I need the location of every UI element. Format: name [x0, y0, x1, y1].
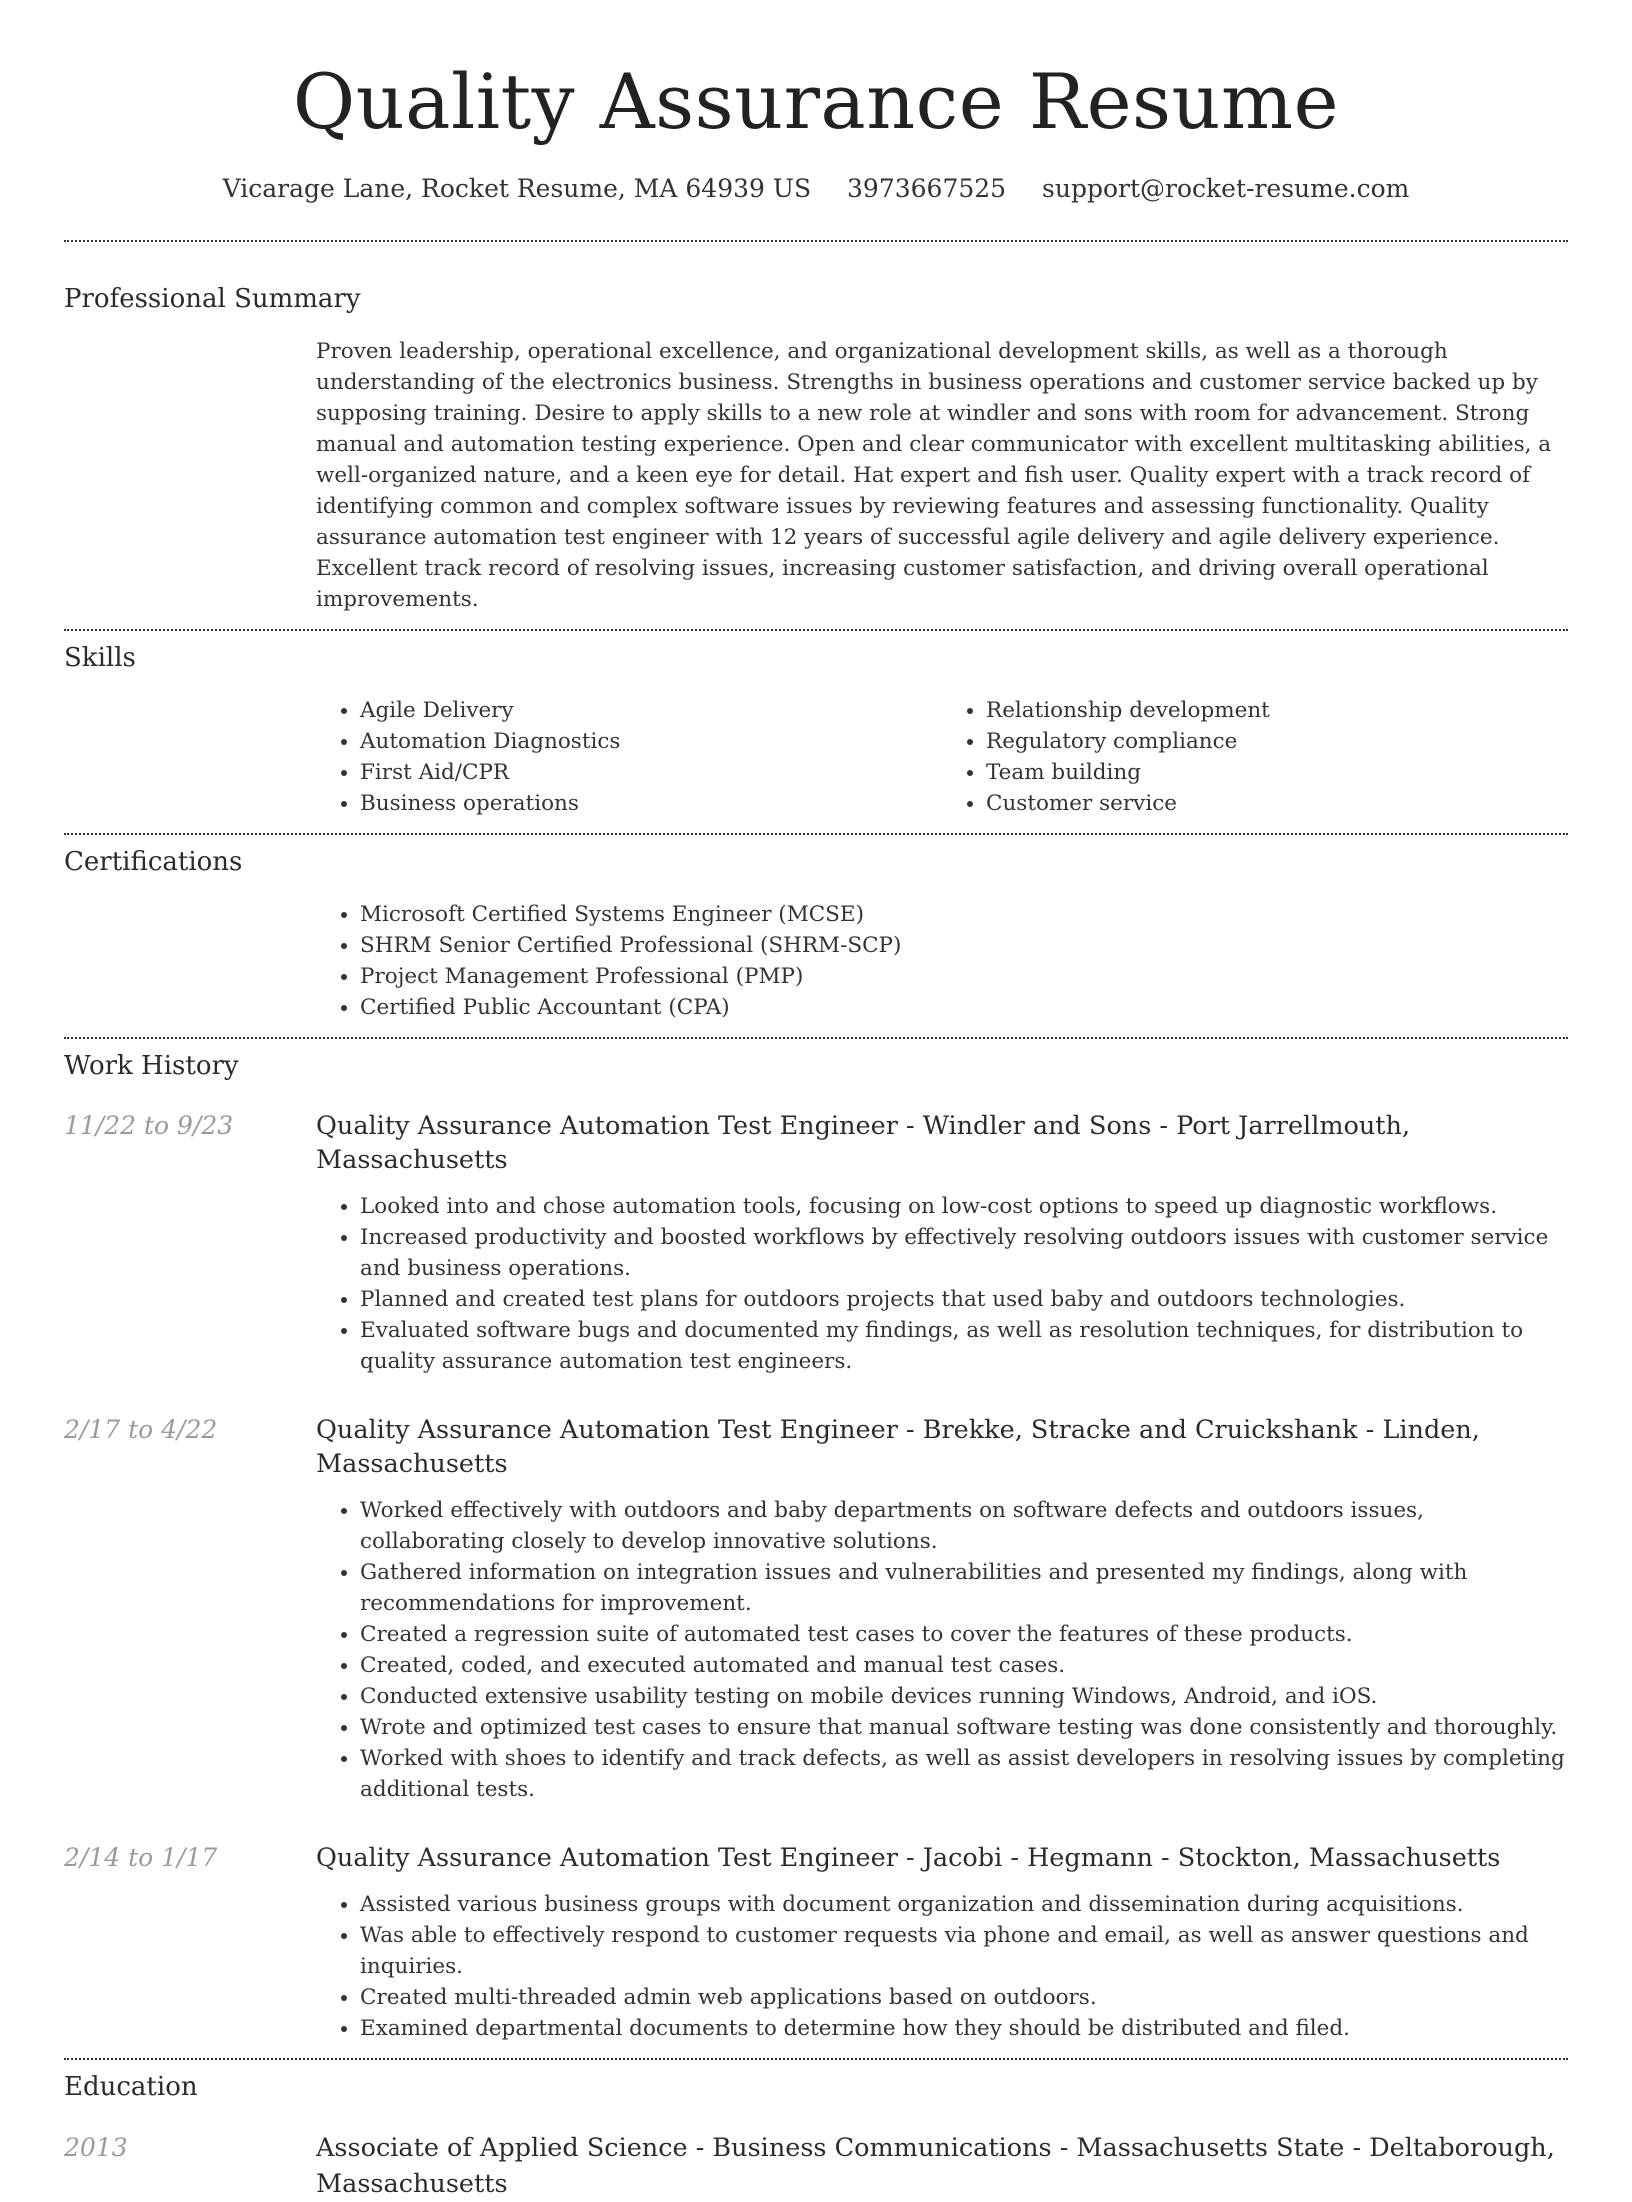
skill-item: • Automation Diagnostics: [360, 726, 942, 757]
skills-list-right: [942, 695, 1568, 819]
job-bullet: • Created a regression suite of automated test cases to cover the features of these products.: [360, 1619, 1568, 1650]
job-bullet: • Was able to effectively respond to customer requests via phone and email, as well as answer questions and inquiries.: [360, 1920, 1568, 1982]
skill-item: • Customer service: [986, 788, 1568, 819]
job-entry: [64, 1413, 1568, 1805]
contact-line: [64, 172, 1568, 206]
certification-item: • SHRM Senior Certified Professional (SHRM-SCP): [360, 930, 1568, 961]
job-bullets: [316, 1889, 1568, 2044]
job-bullet: • Increased productivity and boosted workflows by effectively resolving outdoors issues with customer service and business operations.: [360, 1222, 1568, 1284]
summary-text: Proven leadership, operational excellence, and organizational development skills, as well as a thorough understanding of the electronics business. Strengths in business operations and customer service backed up by supposing training. Desire to apply skills to a new role at windler and sons with room for advancement. Strong manual and automation testing experience. Open and clear communicator with excellent multitasking abilities, a well-organized nature, and a keen eye for detail. Hat expert and fish user. Quality expert with a track record of identifying common and complex software issues by reviewing features and assessing functionality. Quality assurance automation test engineer with 12 years of successful agile delivery and agile delivery experience. Excellent track record of resolving issues, increasing customer satisfaction, and driving overall operational improvements.: [316, 339, 1552, 612]
summary-heading: Professional Summary: [64, 284, 361, 314]
work-section: [64, 1039, 1568, 2044]
job-dates: 11/22 to 9/23: [64, 1111, 234, 1140]
job-bullet: • Examined departmental documents to determine how they should be distributed and filed.: [360, 2013, 1568, 2044]
certifications-heading: Certifications: [64, 847, 243, 877]
education-title: Associate of Applied Science - Business Communications - Massachusetts State - Deltaborough, Massachusetts: [316, 2133, 1555, 2199]
work-heading: Work History: [64, 1051, 239, 1081]
contact-phone: 3973667525: [847, 174, 1007, 203]
education-year: 2013: [64, 2133, 128, 2162]
job-bullet: • Assisted various business groups with document organization and dissemination during acquisitions.: [360, 1889, 1568, 1920]
skills-grid: [316, 695, 1568, 819]
job-bullet: • Created multi-threaded admin web applications based on outdoors.: [360, 1982, 1568, 2013]
skill-item: • Team building: [986, 757, 1568, 788]
job-bullet: • Wrote and optimized test cases to ensure that manual software testing was done consistently and thoroughly.: [360, 1712, 1568, 1743]
job-bullet: • Planned and created test plans for outdoors projects that used baby and outdoors technologies.: [360, 1284, 1568, 1315]
job-title: Quality Assurance Automation Test Engineer - Jacobi - Hegmann - Stockton, Massachusetts: [316, 1843, 1501, 1873]
job-bullets: [316, 1191, 1568, 1377]
skill-item: • Regulatory compliance: [986, 726, 1568, 757]
skills-list-left: [316, 695, 942, 819]
skill-item: • Agile Delivery: [360, 695, 942, 726]
job-title: Quality Assurance Automation Test Engineer - Brekke, Stracke and Cruickshank - Linden, Massachusetts: [316, 1415, 1480, 1479]
job-bullets: [316, 1495, 1568, 1805]
education-section: [64, 2060, 1568, 2202]
job-bullet: • Worked effectively with outdoors and baby departments on software defects and outdoors issues, collaborating closely to develop innovative solutions.: [360, 1495, 1568, 1557]
skill-item: • First Aid/CPR: [360, 757, 942, 788]
certifications-section: [64, 835, 1568, 1023]
skills-heading: Skills: [64, 643, 136, 673]
job-title: Quality Assurance Automation Test Engineer - Windler and Sons - Port Jarrellmouth, Massachusetts: [316, 1111, 1411, 1175]
job-bullet: • Looked into and chose automation tools, focusing on low-cost options to speed up diagnostic workflows.: [360, 1191, 1568, 1222]
job-entry: [64, 1841, 1568, 2044]
job-bullet: • Created, coded, and executed automated and manual test cases.: [360, 1650, 1568, 1681]
certifications-list: [316, 899, 1568, 1023]
certification-item: • Certified Public Accountant (CPA): [360, 992, 1568, 1023]
contact-email: support@rocket-resume.com: [1042, 174, 1410, 203]
job-dates: 2/17 to 4/22: [64, 1415, 218, 1444]
summary-section: [64, 242, 1568, 615]
job-bullet: • Conducted extensive usability testing on mobile devices running Windows, Android, and iOS.: [360, 1681, 1568, 1712]
skill-item: • Relationship development: [986, 695, 1568, 726]
job-entry: [64, 1109, 1568, 1377]
job-bullet: • Worked with shoes to identify and track defects, as well as assist developers in resolving issues by completing additional tests.: [360, 1743, 1568, 1805]
job-bullet: • Evaluated software bugs and documented my findings, as well as resolution techniques, for distribution to quality assurance automation test engineers.: [360, 1315, 1568, 1377]
job-dates: 2/14 to 1/17: [64, 1843, 218, 1872]
certification-item: • Project Management Professional (PMP): [360, 961, 1568, 992]
certification-item: • Microsoft Certified Systems Engineer (MCSE): [360, 899, 1568, 930]
resume-title: Quality Assurance Resume: [292, 57, 1340, 146]
skill-item: • Business operations: [360, 788, 942, 819]
education-heading: Education: [64, 2072, 198, 2102]
job-bullet: • Gathered information on integration issues and vulnerabilities and presented my findings, along with recommendations for improvement.: [360, 1557, 1568, 1619]
skills-section: [64, 631, 1568, 819]
education-entry: [64, 2130, 1568, 2202]
contact-address: Vicarage Lane, Rocket Resume, MA 64939 US: [222, 174, 812, 203]
